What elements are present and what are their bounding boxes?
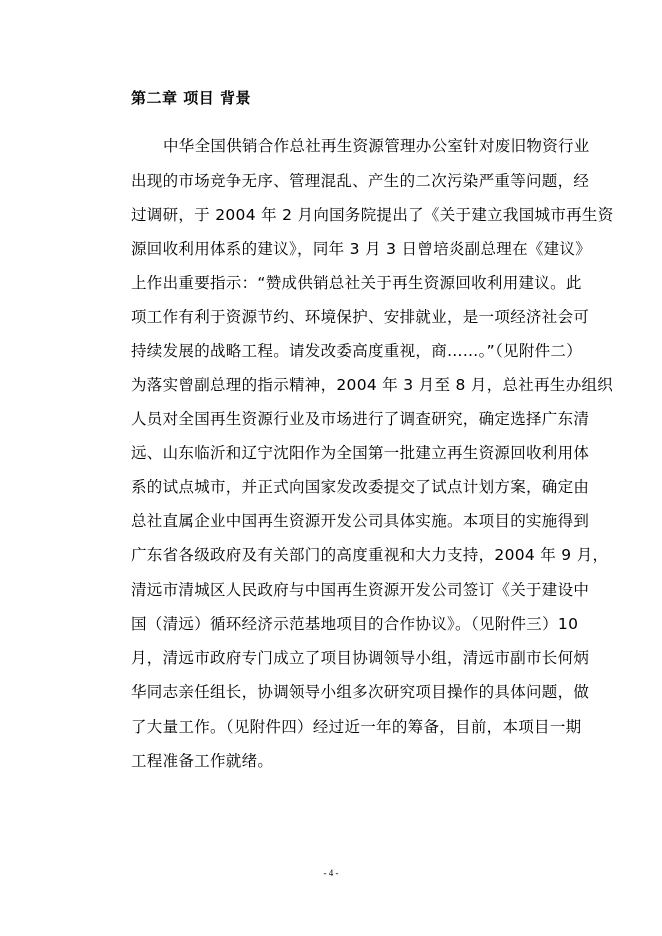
paragraph-line: 源回收利用体系的建议》，同年 3 月 3 日曾培炎副总理在《建议》 <box>131 240 592 258</box>
paragraph-line: 人员对全国再生资源行业及市场进行了调查研究，确定选择广东清 <box>131 410 590 428</box>
paragraph-line: 为落实曾副总理的指示精神，2004 年 3 月至 8 月，总社再生办组织 <box>131 376 614 394</box>
paragraph-line: 月，清远市政府专门成立了项目协调领导小组，清远市副市长何炳 <box>131 649 590 667</box>
paragraph-line: 广东省各级政府及有关部门的高度重视和大力支持，2004 年 9 月， <box>131 546 609 564</box>
paragraph-line: 工程准备工作就绪。 <box>131 752 274 770</box>
paragraph-line: 出现的市场竞争无序、管理混乱、产生的二次污染严重等问题，经 <box>131 172 590 190</box>
paragraph-line: 清远市清城区人民政府与中国再生资源开发公司签订《关于建设中 <box>131 581 590 599</box>
paragraph-line: 国（清远）循环经济示范基地项目的合作协议》。（见附件三）10 <box>131 615 579 633</box>
paragraph-line: 总社直属企业中国再生资源开发公司具体实施。本项目的实施得到 <box>131 512 590 530</box>
page-number: - 4 - <box>323 868 339 878</box>
paragraph-line: 华同志亲任组长，协调领导小组多次研究项目操作的具体问题，做 <box>131 683 590 701</box>
paragraph-line: 系的试点城市，并正式向国家发改委提交了试点计划方案，确定由 <box>131 478 590 496</box>
paragraph-line: 持续发展的战略工程。请发改委高度重视，商……。”（见附件二） <box>131 342 583 360</box>
paragraph-line: 过调研，于 2004 年 2 月向国务院提出了《关于建立我国城市再生资 <box>131 206 614 224</box>
chapter-title: 第二章 项目 背景 <box>131 89 251 107</box>
paragraph-line: 了大量工作。（见附件四）经过近一年的筹备，目前，本项目一期 <box>131 718 582 736</box>
paragraph-line: 中华全国供销合作总社再生资源管理办公室针对废旧物资行业 <box>163 137 590 155</box>
paragraph-line: 远、山东临沂和辽宁沈阳作为全国第一批建立再生资源回收利用体 <box>131 444 590 462</box>
paragraph-line: 上作出重要指示：“赞成供销总社关于再生资源回收利用建议。此 <box>131 274 582 292</box>
paragraph-line: 项工作有利于资源节约、环境保护、安排就业，是一项经济社会可 <box>131 308 590 326</box>
